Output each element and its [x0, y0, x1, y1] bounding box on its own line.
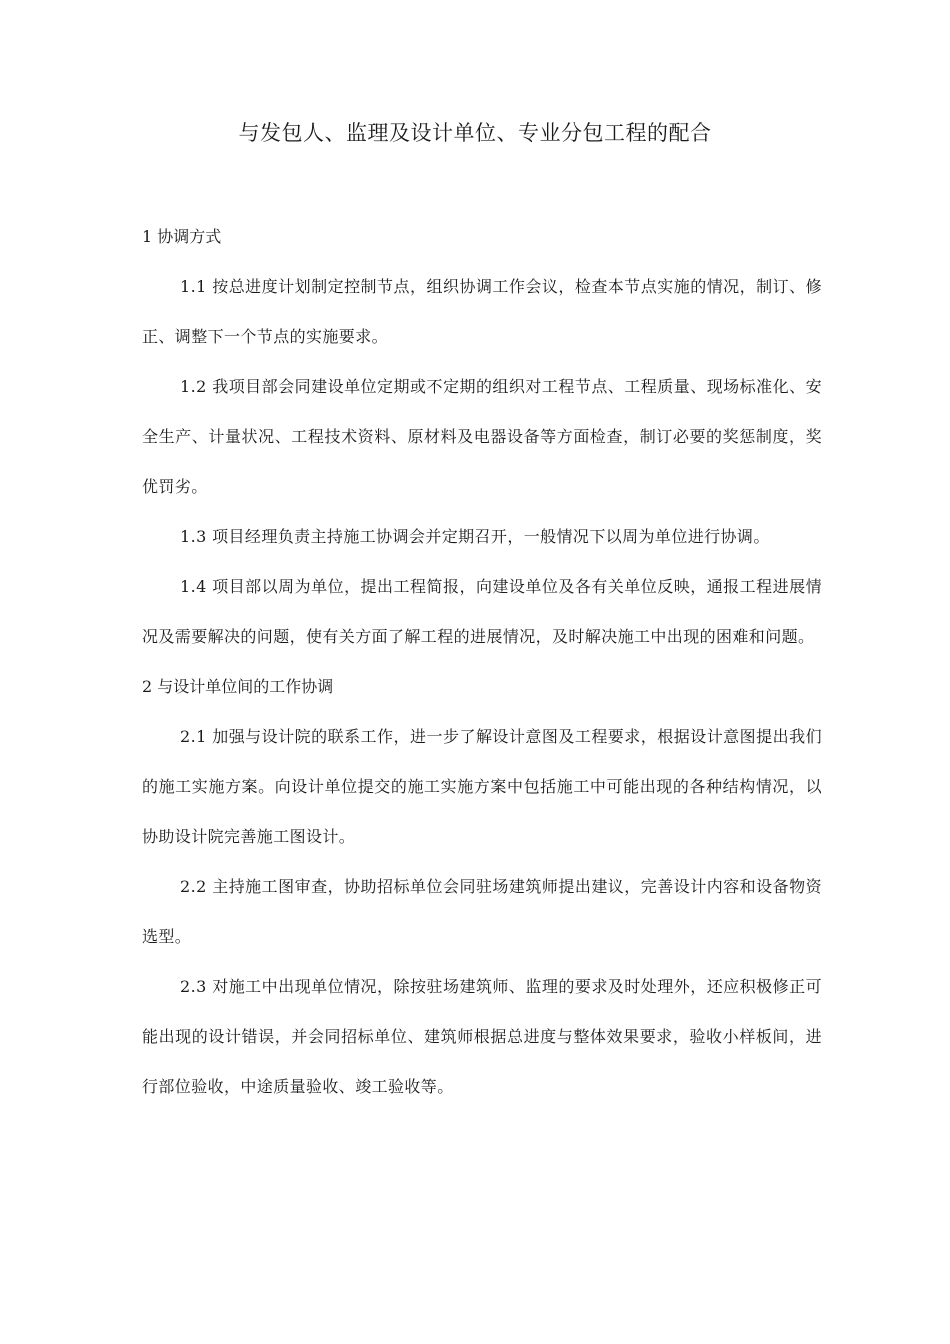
paragraph-1-1: 1.1 按总进度计划制定控制节点，组织协调工作会议，检查本节点实施的情况，制订、修正、调整下一个节点的实施要求。 — [142, 277, 822, 346]
section-1 — [142, 212, 822, 662]
paragraph-1-3: 1.3 项目经理负责主持施工协调会并定期召开，一般情况下以周为单位进行协调。 — [180, 527, 770, 546]
paragraph-2-3: 2.3 对施工中出现单位情况，除按驻场建筑师、监理的要求及时处理外，还应积极修正可能出现的设计错误，并会同招标单位、建筑师根据总进度与整体效果要求，验收小样板间，进行部位验收，中途质量验收、竣工验收等。 — [142, 977, 822, 1096]
paragraph-2-2: 2.2 主持施工图审查，协助招标单位会同驻场建筑师提出建议，完善设计内容和设备物资选型。 — [142, 877, 822, 946]
section-2 — [142, 662, 822, 1112]
paragraph-1-4: 1.4 项目部以周为单位，提出工程简报，向建设单位及各有关单位反映，通报工程进展情况及需要解决的问题，使有关方面了解工程的进展情况，及时解决施工中出现的困难和问题。 — [142, 577, 822, 646]
document-title: 与发包人、监理及设计单位、专业分包工程的配合 — [238, 121, 712, 145]
paragraph-1-2: 1.2 我项目部会同建设单位定期或不定期的组织对工程节点、工程质量、现场标准化、安全生产、计量状况、工程技术资料、原材料及电器设备等方面检查，制订必要的奖惩制度，奖优罚劣。 — [142, 377, 822, 496]
paragraph-2-1: 2.1 加强与设计院的联系工作，进一步了解设计意图及工程要求，根据设计意图提出我们的施工实施方案。向设计单位提交的施工实施方案中包括施工中可能出现的各种结构情况，以协助设计院完善施工图设计。 — [142, 727, 822, 846]
section-heading: 1 协调方式 — [142, 227, 222, 246]
document-body — [142, 212, 822, 1112]
section-heading: 2 与设计单位间的工作协调 — [142, 677, 334, 696]
